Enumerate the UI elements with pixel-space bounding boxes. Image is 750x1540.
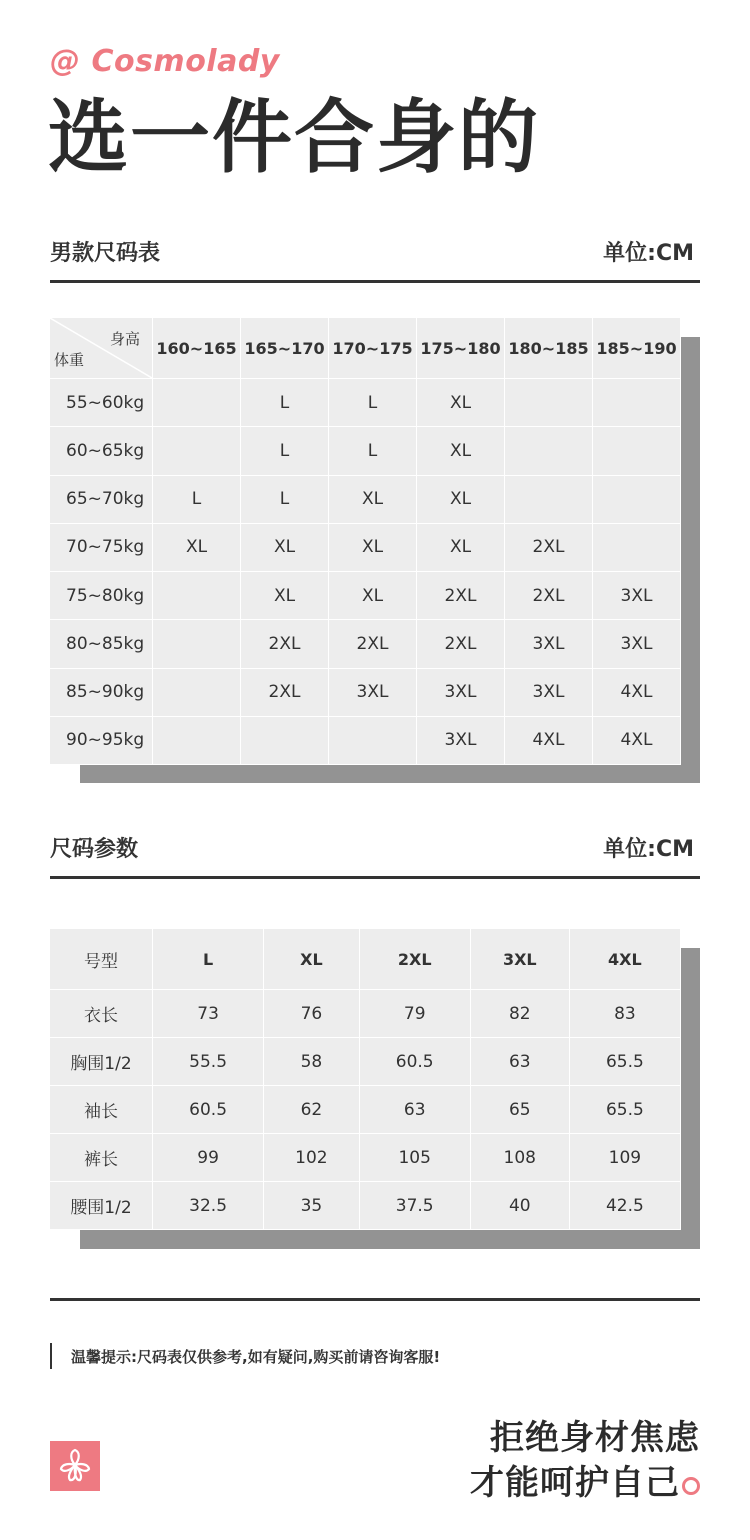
table-row [50, 1182, 680, 1229]
table-header-row [50, 929, 680, 989]
table-cell: 63 [471, 1038, 569, 1085]
table-cell: XL [417, 524, 504, 571]
table-cell: L [241, 427, 328, 474]
table-row [50, 1086, 680, 1133]
table-cell: XL [417, 427, 504, 474]
men-chart-unit: 单位:CM [603, 241, 694, 266]
table-cell: XL [329, 476, 416, 523]
table-row [50, 1038, 680, 1085]
table-cell: 99 [153, 1134, 263, 1181]
table-cell: XL [329, 524, 416, 571]
table-cell: 32.5 [153, 1182, 263, 1229]
column-header: 175~180 [417, 318, 504, 378]
table-cell [329, 717, 416, 764]
table-cell: 63 [360, 1086, 470, 1133]
table-cell: 2XL [241, 669, 328, 716]
table-cell: XL [417, 476, 504, 523]
table-cell: XL [417, 379, 504, 426]
table-cell: 35 [264, 1182, 358, 1229]
men-chart-title: 男款尺码表 [50, 241, 161, 266]
row-header: 胸围1/2 [50, 1038, 152, 1085]
column-header: 185~190 [593, 318, 680, 378]
section-divider [50, 1298, 700, 1301]
accent-dot [682, 1477, 700, 1495]
table-cell [593, 524, 680, 571]
table-cell [153, 717, 240, 764]
table-cell: L [329, 379, 416, 426]
slogan-line-2-text: 才能呵护自己 [470, 1463, 680, 1503]
table-cell: 82 [471, 990, 569, 1037]
table-cell: XL [329, 572, 416, 619]
table-cell [593, 379, 680, 426]
column-header: 165~170 [241, 318, 328, 378]
row-header: 袖长 [50, 1086, 152, 1133]
table-cell: 83 [570, 990, 680, 1037]
table-cell: 3XL [329, 669, 416, 716]
table-cell: 4XL [593, 669, 680, 716]
table-cell [153, 572, 240, 619]
table-cell: 2XL [505, 524, 592, 571]
table-row [50, 1134, 680, 1181]
table-cell [153, 427, 240, 474]
table-cell [153, 620, 240, 667]
row-header: 90~95kg [50, 717, 152, 764]
table-cell [153, 669, 240, 716]
size-params-table [49, 928, 681, 1230]
table-cell: 3XL [505, 620, 592, 667]
slogan-line-2 [470, 1455, 700, 1504]
table-cell: XL [241, 524, 328, 571]
page-headline: 选一件合身的 [48, 91, 540, 184]
table-row [50, 669, 680, 716]
table-cell: 3XL [417, 669, 504, 716]
table-cell: XL [241, 572, 328, 619]
table-row [50, 990, 680, 1037]
table-cell [593, 427, 680, 474]
table-cell: 109 [570, 1134, 680, 1181]
table-cell: 3XL [593, 620, 680, 667]
table-cell [241, 717, 328, 764]
table-row [50, 620, 680, 667]
table-cell: L [329, 427, 416, 474]
column-header: 160~165 [153, 318, 240, 378]
table-cell: 2XL [329, 620, 416, 667]
table-cell: 42.5 [570, 1182, 680, 1229]
section-divider [50, 280, 700, 283]
table-cell: 65 [471, 1086, 569, 1133]
table-cell: 55.5 [153, 1038, 263, 1085]
row-header: 裤长 [50, 1134, 152, 1181]
table-cell: 4XL [505, 717, 592, 764]
table-cell: 76 [264, 990, 358, 1037]
table-cell [505, 379, 592, 426]
table-cell: 65.5 [570, 1086, 680, 1133]
params-title: 尺码参数 [50, 837, 139, 862]
table-row [50, 476, 680, 523]
row-header: 80~85kg [50, 620, 152, 667]
row-header: 衣长 [50, 990, 152, 1037]
table-cell: 60.5 [153, 1086, 263, 1133]
table-cell [593, 476, 680, 523]
row-header: 60~65kg [50, 427, 152, 474]
table-row [50, 379, 680, 426]
table-cell: 37.5 [360, 1182, 470, 1229]
table-cell: 40 [471, 1182, 569, 1229]
corner-weight-label: 体重 [54, 351, 85, 369]
table-row [50, 524, 680, 571]
table-cell: 73 [153, 990, 263, 1037]
table-cell: L [241, 476, 328, 523]
column-header: 3XL [471, 929, 569, 989]
table-cell: 60.5 [360, 1038, 470, 1085]
column-header: 2XL [360, 929, 470, 989]
section-divider [50, 876, 700, 879]
column-header: XL [264, 929, 358, 989]
corner-height-label: 身高 [109, 330, 140, 348]
column-header: 180~185 [505, 318, 592, 378]
table-row [50, 717, 680, 764]
row-header: 腰围1/2 [50, 1182, 152, 1229]
table-cell: 102 [264, 1134, 358, 1181]
table-cell: 79 [360, 990, 470, 1037]
params-unit: 单位:CM [603, 837, 694, 862]
brand-name: @ Cosmolady [50, 44, 280, 79]
corner-cell: 号型 [50, 929, 152, 989]
table-header-row [50, 318, 680, 378]
table-cell: 3XL [417, 717, 504, 764]
tip-text: 温馨提示:尺码表仅供参考,如有疑问,购买前请咨询客服! [71, 1348, 441, 1366]
table-cell [505, 476, 592, 523]
row-header: 65~70kg [50, 476, 152, 523]
men-size-table [49, 317, 681, 765]
row-header: 70~75kg [50, 524, 152, 571]
column-header: 4XL [570, 929, 680, 989]
table-cell: 3XL [505, 669, 592, 716]
table-cell: 62 [264, 1086, 358, 1133]
table-cell [153, 379, 240, 426]
table-cell: 2XL [241, 620, 328, 667]
row-header: 55~60kg [50, 379, 152, 426]
table-row [50, 572, 680, 619]
table-cell: 58 [264, 1038, 358, 1085]
table-cell: 4XL [593, 717, 680, 764]
row-header: 85~90kg [50, 669, 152, 716]
table-cell: 2XL [417, 620, 504, 667]
table-row [50, 427, 680, 474]
table-cell: XL [153, 524, 240, 571]
table-cell: L [153, 476, 240, 523]
corner-cell [50, 318, 152, 378]
table-cell: L [241, 379, 328, 426]
table-cell: 108 [471, 1134, 569, 1181]
tip-marker [50, 1343, 52, 1369]
table-cell [505, 427, 592, 474]
slogan-line-1: 拒绝身材焦虑 [490, 1418, 700, 1458]
table-cell: 2XL [417, 572, 504, 619]
column-header: L [153, 929, 263, 989]
row-header: 75~80kg [50, 572, 152, 619]
column-header: 170~175 [329, 318, 416, 378]
table-cell: 2XL [505, 572, 592, 619]
flower-logo-icon [50, 1441, 100, 1491]
table-cell: 105 [360, 1134, 470, 1181]
table-cell: 65.5 [570, 1038, 680, 1085]
table-cell: 3XL [593, 572, 680, 619]
